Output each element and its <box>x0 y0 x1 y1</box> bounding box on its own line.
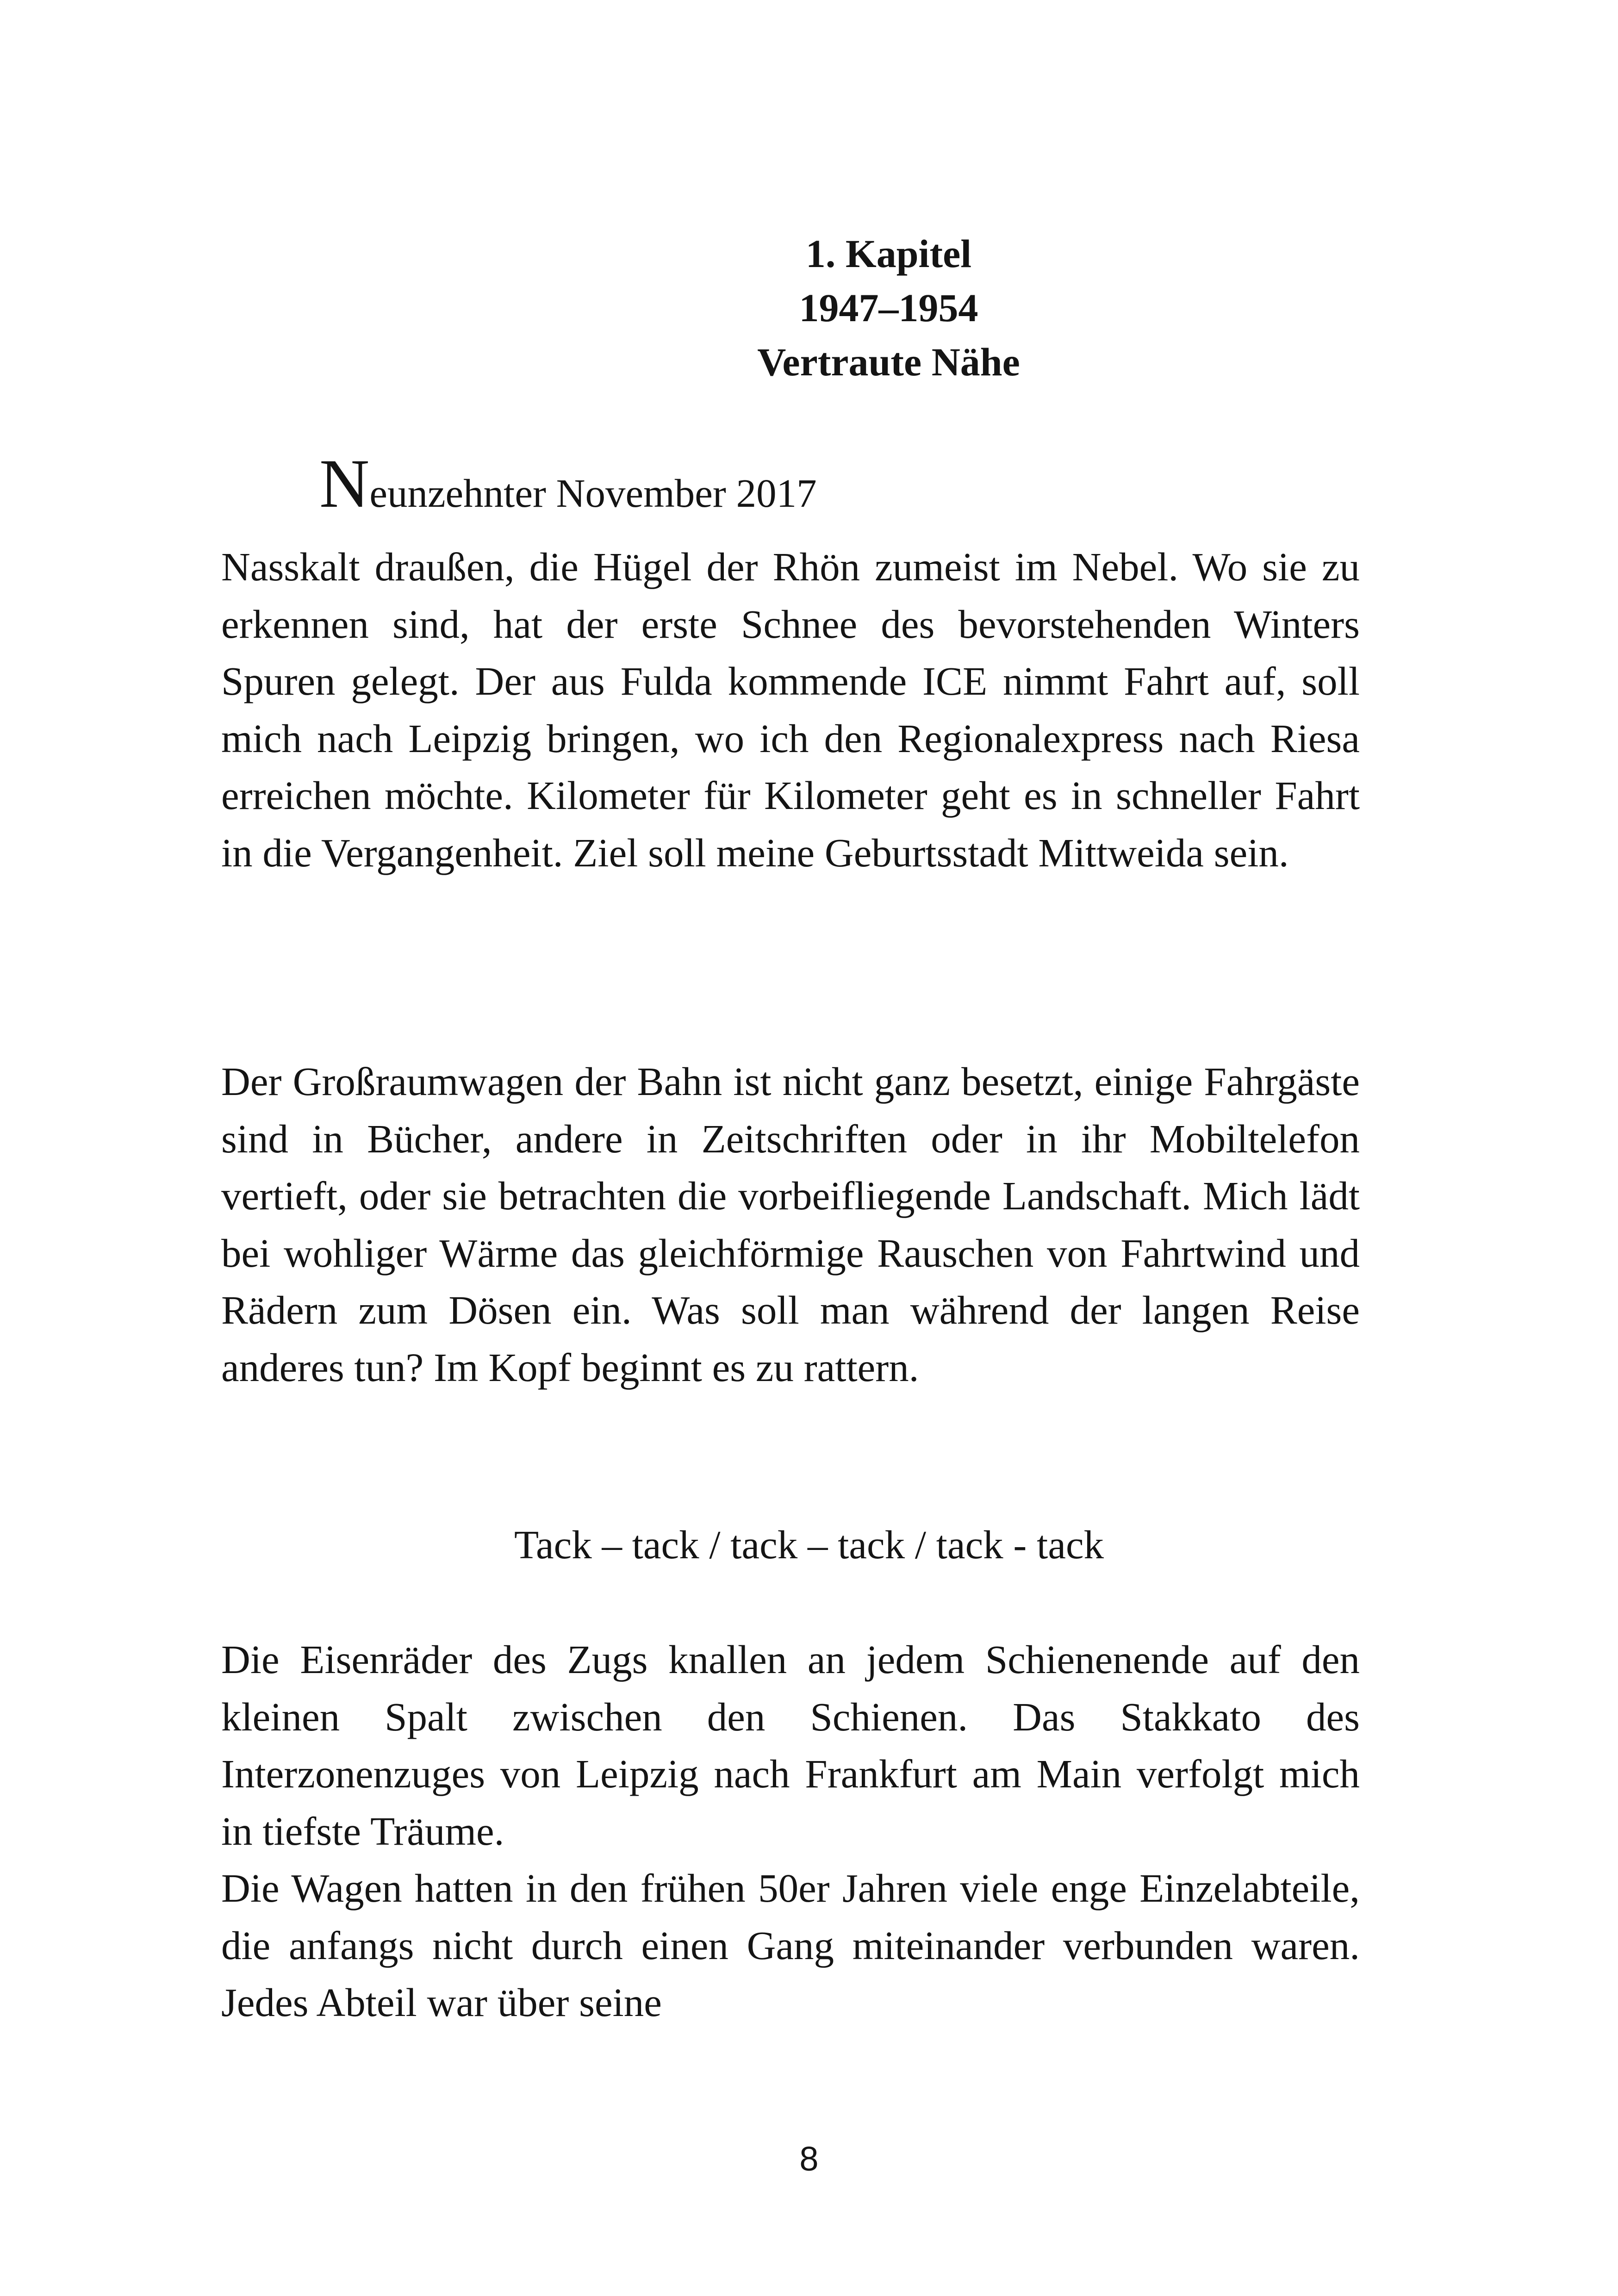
paragraph-1: Nasskalt draußen, die Hügel der Rhön zumeist im Nebel. Wo sie zu erkennen sind, hat der erste Schnee des bevorstehenden Winters Spuren gelegt. Der aus Fulda kommende ICE nimmt Fahrt auf, soll mich nach Leipzig bringen, wo ich den Regionalexpress nach Riesa erreichen möchte. Kilometer für Kilometer geht es in schneller Fahrt in die Vergangenheit. Ziel soll meine Geburtsstadt Mittweida sein. <box>221 544 1360 875</box>
chapter-title: Vertraute Nähe <box>757 340 1020 384</box>
chapter-heading <box>657 227 1120 389</box>
chapter-years: 1947–1954 <box>799 286 978 330</box>
drop-cap-letter: N <box>319 445 370 522</box>
paragraph-4: Die Wagen hatten in den frühen 50er Jahren viele enge Einzelabteile, die anfangs nicht durch einen Gang miteinander verbunden waren. Jedes Abteil war über seine <box>221 1866 1360 2025</box>
chapter-number: 1. Kapitel <box>805 231 972 276</box>
opening-line-text: eunzehnter November 2017 <box>369 471 817 516</box>
opening-line <box>319 445 817 528</box>
paragraph-3: Die Eisenräder des Zugs knallen an jedem Schienenende auf den kleinen Spalt zwischen den Schienen. Das Stakkato des Interzonenzuges von Leipzig nach Frankfurt am Main verfolgt mich in tiefste Träume. <box>221 1637 1360 1854</box>
rhythm-line: Tack – tack / tack – tack / tack - tack <box>514 1522 1104 1567</box>
paragraph-2: Der Großraumwagen der Bahn ist nicht ganz besetzt, einige Fahrgäste sind in Bücher, andere in Zeitschriften oder in ihr Mobiltelefon vertieft, oder sie betrachten die vorbeifliegende Landschaft. Mich lädt bei wohliger Wärme das gleichförmige Rauschen von Fahrtwind und Rädern zum Dösen ein. Was soll man während der langen Reise anderes tun? Im Kopf beginnt es zu rattern. <box>221 1059 1360 1390</box>
page-number: 8 <box>799 2140 819 2178</box>
